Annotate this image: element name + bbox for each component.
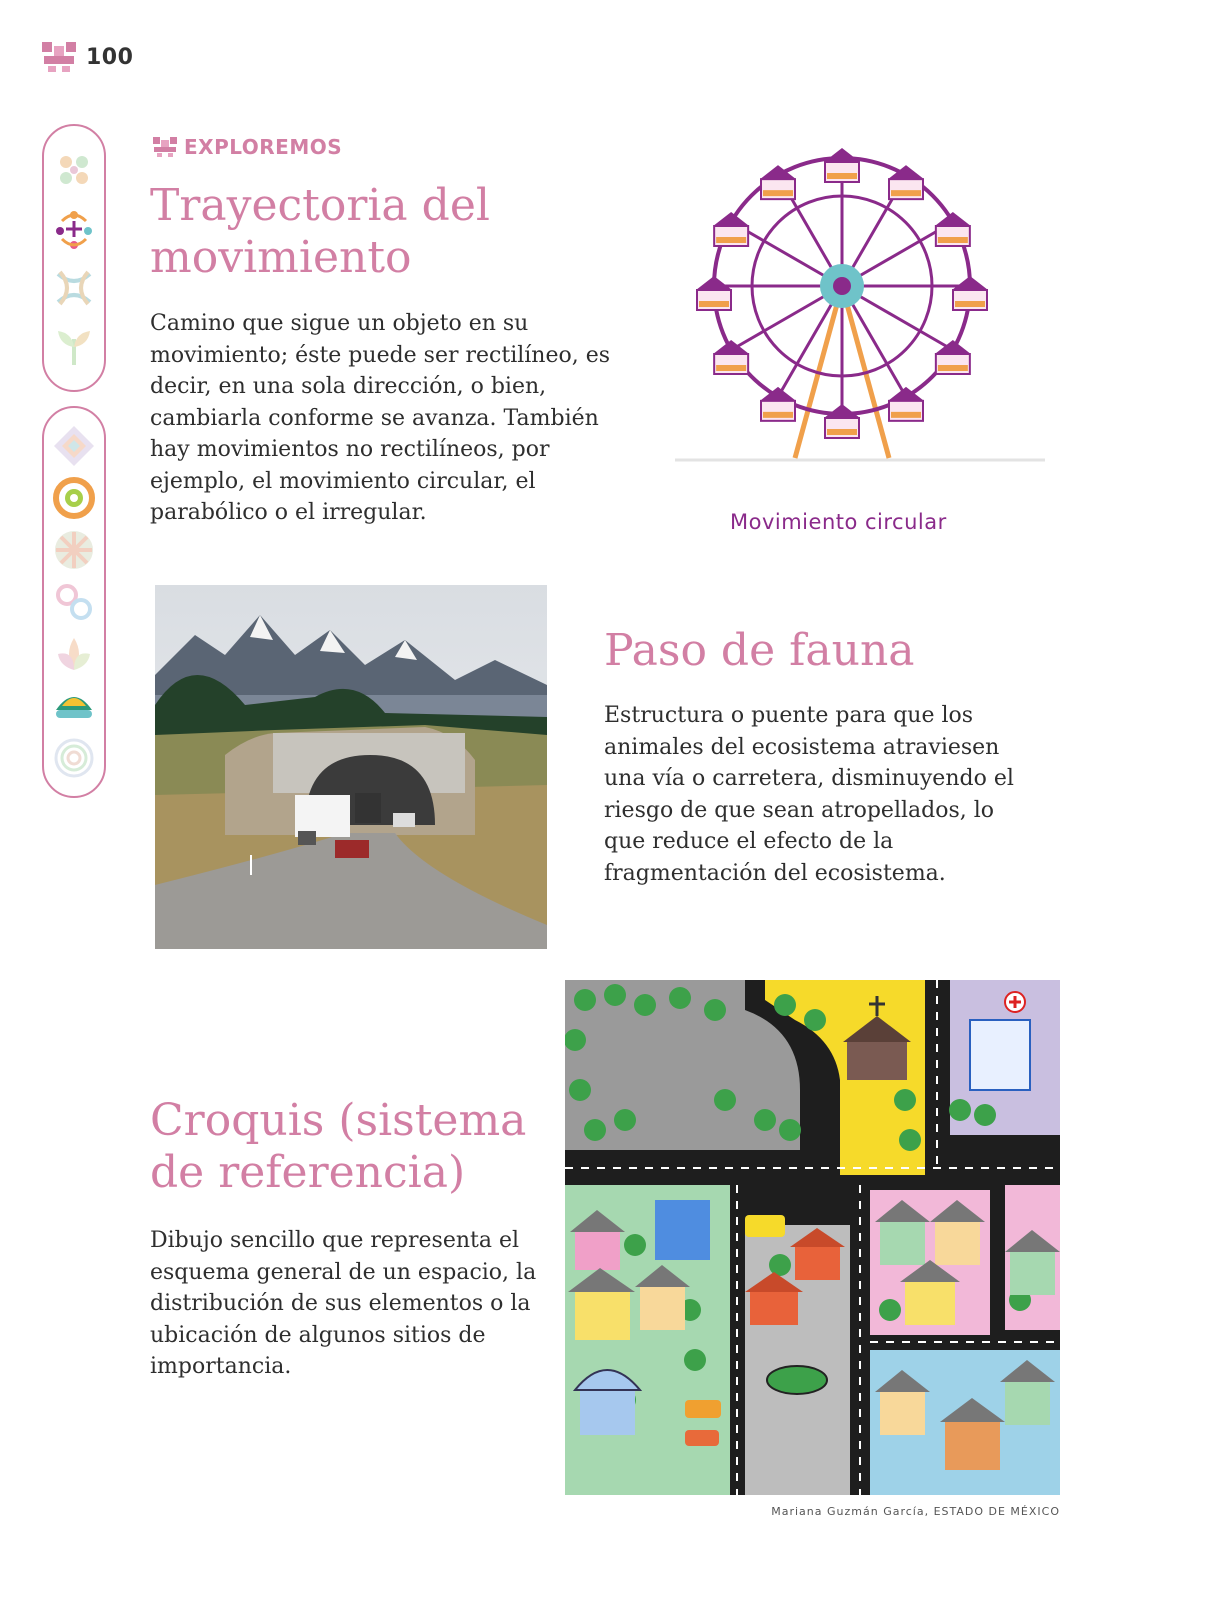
map-tree bbox=[894, 1089, 916, 1111]
side-rail-bottom bbox=[42, 406, 106, 798]
section-tag-label: EXPLOREMOS bbox=[184, 135, 343, 159]
definition-croquis: Dibujo sencillo que representa el esquema general de un espacio, la distribución de sus elementos o la ubicación de algunos sitios de importancia. bbox=[150, 1228, 537, 1379]
map-tree bbox=[949, 1099, 971, 1121]
sprout-icon bbox=[52, 325, 96, 369]
map-tree bbox=[684, 1349, 706, 1371]
wildlife-overpass-photo bbox=[155, 585, 547, 949]
flower-icon bbox=[52, 148, 96, 192]
turtle-icon bbox=[52, 684, 96, 728]
map-tree bbox=[574, 989, 596, 1011]
target-ring-icon bbox=[52, 476, 96, 520]
ferris-cabin bbox=[760, 387, 796, 421]
ferris-cabin bbox=[935, 340, 971, 374]
ferris-cabin bbox=[824, 148, 860, 182]
heading-trayectoria: Trayectoria del movimiento bbox=[150, 180, 490, 283]
section-tag bbox=[152, 135, 342, 159]
lotus-icon bbox=[52, 632, 96, 676]
page-number: 100 bbox=[86, 44, 134, 70]
ferris-cabin bbox=[952, 276, 988, 310]
map-tree bbox=[774, 994, 796, 1016]
page-number-block bbox=[40, 40, 133, 74]
ferris-cabin bbox=[935, 212, 971, 246]
people-circle-icon bbox=[52, 207, 96, 251]
knot-icon bbox=[52, 266, 96, 310]
map-tree bbox=[584, 1119, 606, 1141]
star-circle-icon bbox=[52, 528, 96, 572]
heading-croquis: Croquis (sistema de referencia) bbox=[150, 1095, 527, 1198]
heading-paso-fauna: Paso de fauna bbox=[604, 625, 915, 676]
ferris-cabin bbox=[824, 404, 860, 438]
map-tree bbox=[565, 1029, 586, 1051]
ferris-wheel-illustration bbox=[675, 138, 1045, 478]
ferris-cabin bbox=[696, 276, 732, 310]
definition-paso-fauna: Estructura o puente para que los animales del ecosistema atraviesen una vía o carretera, disminuyendo el riesgo de que sean atropellados, lo que reduce el efecto de la fragmentación del ecosistema. bbox=[604, 703, 1014, 886]
ferris-cabin bbox=[713, 212, 749, 246]
map-tree bbox=[769, 1254, 791, 1276]
map-tree bbox=[879, 1299, 901, 1321]
map-tree bbox=[569, 1079, 591, 1101]
figure-caption-ferris: Movimiento circular bbox=[730, 510, 947, 534]
decorative-glyph-icon bbox=[40, 40, 78, 74]
neighborhood-sketch-map bbox=[565, 980, 1060, 1495]
side-rail-top bbox=[42, 124, 106, 392]
spiral-icon bbox=[52, 736, 96, 780]
map-tree bbox=[704, 999, 726, 1021]
illustration-credit: Mariana Guzmán García, ESTADO DE MÉXICO bbox=[771, 1505, 1060, 1518]
map-tree bbox=[614, 1109, 636, 1131]
ferris-cabin bbox=[888, 387, 924, 421]
diamond-icon bbox=[52, 424, 96, 468]
map-tree bbox=[604, 984, 626, 1006]
link-icon bbox=[52, 580, 96, 624]
definition-trayectoria: Camino que sigue un objeto en su movimiento; éste puede ser rectilíneo, es decir, en una sola dirección, o bien, cambiarla conforme se avanza. También hay movimientos no rectilíneos, por ejemplo, el movimiento circular, el parabólico o el irregular. bbox=[150, 311, 611, 525]
map-tree bbox=[754, 1109, 776, 1131]
ferris-cabin bbox=[713, 340, 749, 374]
map-tree bbox=[779, 1119, 801, 1141]
map-tree bbox=[669, 987, 691, 1009]
map-tree bbox=[899, 1129, 921, 1151]
map-tree bbox=[624, 1234, 646, 1256]
map-tree bbox=[634, 994, 656, 1016]
map-tree bbox=[714, 1089, 736, 1111]
map-tree bbox=[804, 1009, 826, 1031]
decorative-glyph-icon bbox=[152, 136, 178, 158]
map-tree bbox=[974, 1104, 996, 1126]
